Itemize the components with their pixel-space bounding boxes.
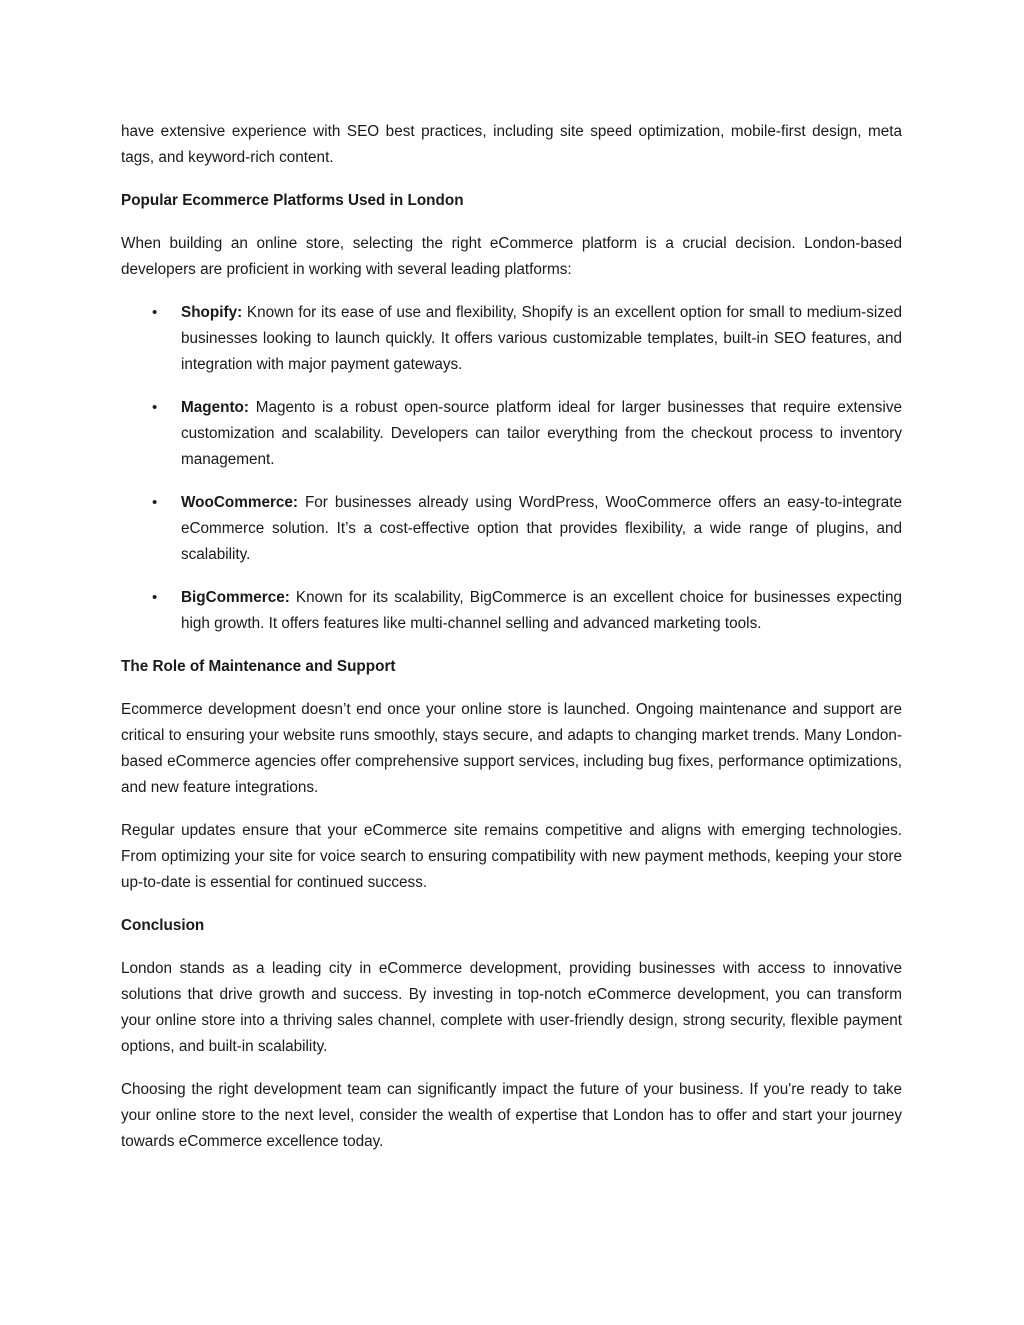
platforms-heading: Popular Ecommerce Platforms Used in London [121,192,464,209]
platform-name: Shopify: [181,304,243,321]
platform-name: BigCommerce: [181,589,290,606]
platform-name: WooCommerce: [181,494,299,511]
list-item [121,300,902,378]
platforms-list [121,300,902,637]
platform-description: Known for its scalability, BigCommerce is an excellent choice for businesses expecting high growth. It offers features like multi-channel selling and advanced marketing tools. [181,589,902,632]
platform-description: Known for its ease of use and flexibility, Shopify is an excellent option for small to medium-sized businesses looking to launch quickly. It offers various customizable templates, built-in SEO features, and integration with major payment gateways. [181,304,902,373]
conclusion-heading: Conclusion [121,917,205,934]
bullet-icon: • [152,399,158,416]
platform-name: Magento: [181,399,249,416]
document-page [121,119,902,1172]
bullet-icon: • [152,304,158,321]
intro-continuation-paragraph: have extensive experience with SEO best practices, including site speed optimization, mobile-first design, meta tags, and keyword-rich content. [121,123,902,166]
platform-description: Magento is a robust open-source platform ideal for larger businesses that require extensive customization and scalability. Developers can tailor everything from the checkout process to inventory management. [181,399,902,468]
bullet-icon: • [152,589,158,606]
list-item [121,395,902,473]
list-item [121,490,902,568]
conclusion-paragraph-2: Choosing the right development team can significantly impact the future of your business. If you're ready to take your online store to the next level, consider the wealth of expertise that London has to offer and start your journey towards eCommerce excellence today. [121,1081,902,1150]
maintenance-paragraph-1: Ecommerce development doesn’t end once your online store is launched. Ongoing maintenance and support are critical to ensuring your website runs smoothly, stays secure, and adapts to changing market trends. Many London-based eCommerce agencies offer comprehensive support services, including bug fixes, performance optimizations, and new feature integrations. [121,701,902,796]
platforms-intro-paragraph: When building an online store, selecting the right eCommerce platform is a crucial decision. London-based developers are proficient in working with several leading platforms: [121,235,902,278]
conclusion-paragraph-1: London stands as a leading city in eCommerce development, providing businesses with access to innovative solutions that drive growth and success. By investing in top-notch eCommerce development, you can transform your online store into a thriving sales channel, complete with user-friendly design, strong security, flexible payment options, and built-in scalability. [121,960,902,1055]
bullet-icon: • [152,494,158,511]
list-item [121,585,902,637]
platform-description: For businesses already using WordPress, WooCommerce offers an easy-to-integrate eCommerce solution. It’s a cost-effective option that provides flexibility, a wide range of plugins, and scalability. [181,494,902,563]
maintenance-heading: The Role of Maintenance and Support [121,658,396,675]
maintenance-paragraph-2: Regular updates ensure that your eCommerce site remains competitive and aligns with emerging technologies. From optimizing your site for voice search to ensuring compatibility with new payment methods, keeping your store up-to-date is essential for continued success. [121,822,902,891]
